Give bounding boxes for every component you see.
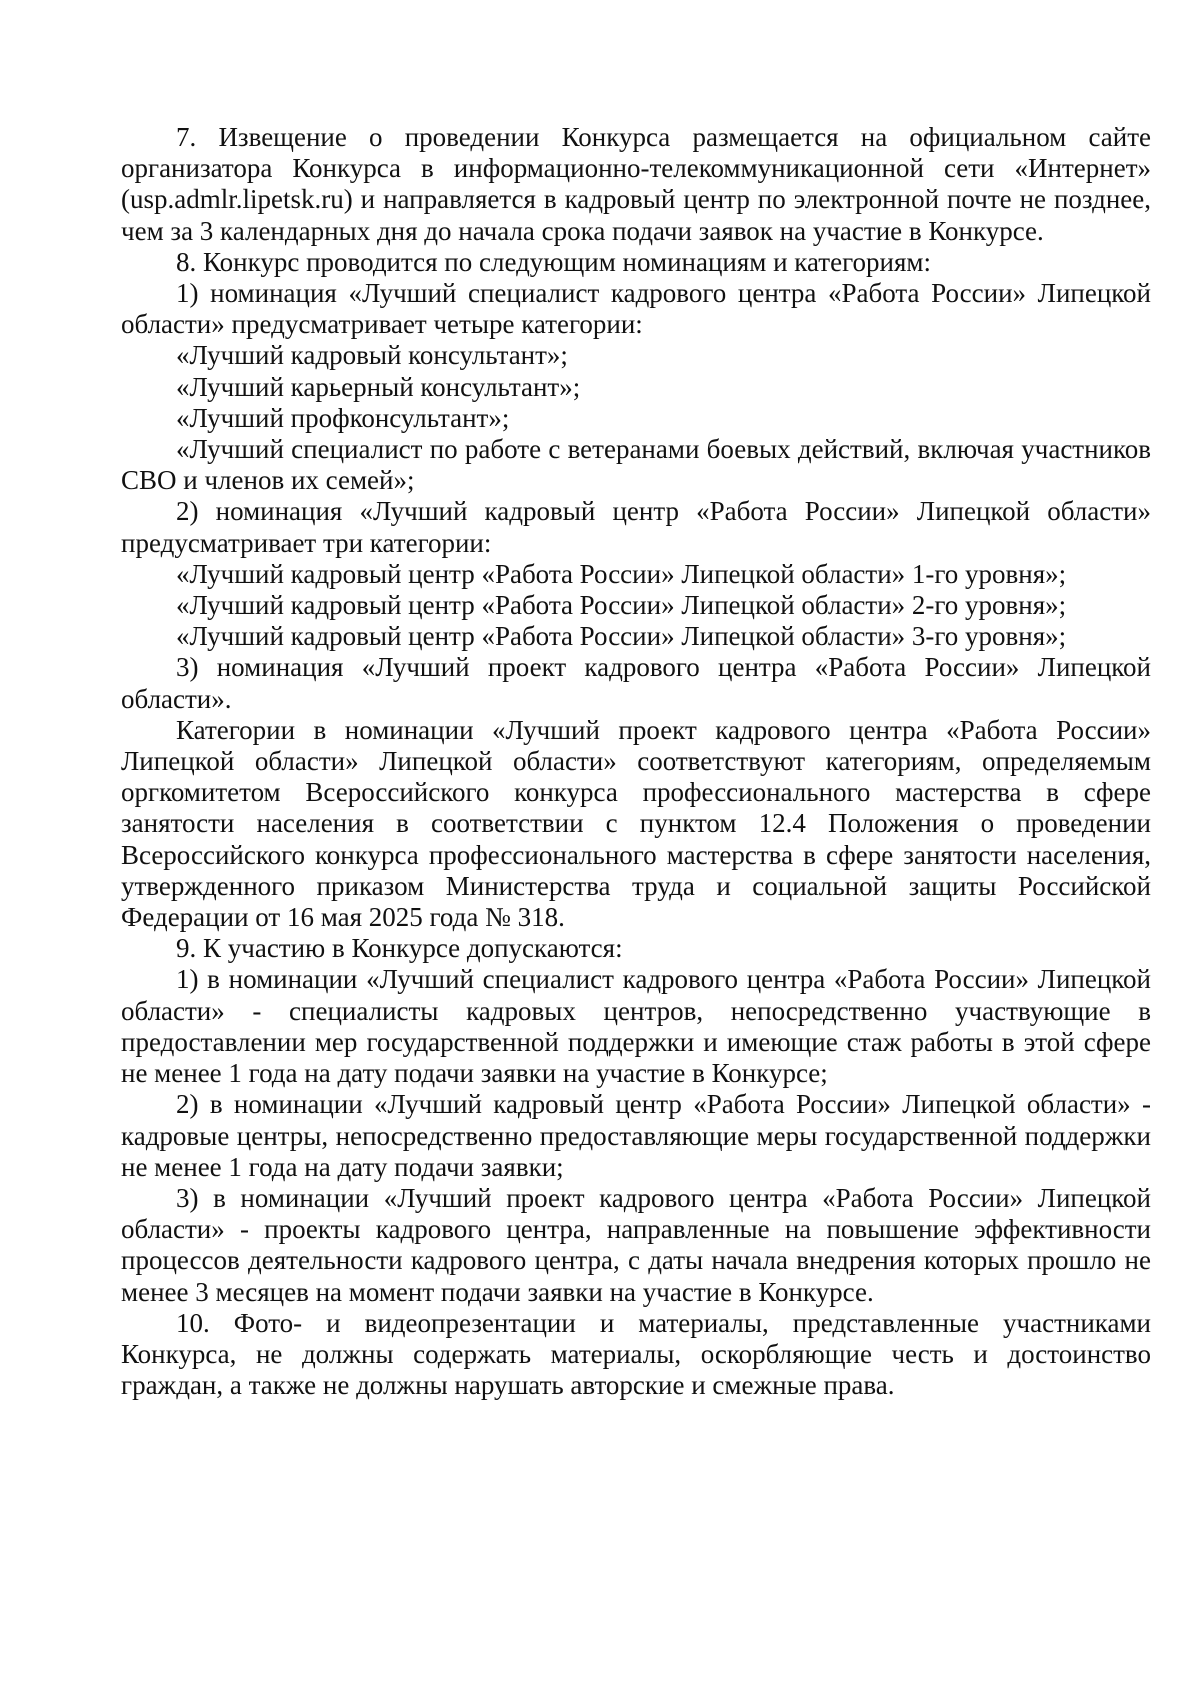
nomination-3-project: 3) номинация «Лучший проект кадрового центра «Работа России» Липецкой области». [121, 652, 1151, 714]
category-hr-consultant: «Лучший кадровый консультант»; [176, 340, 568, 371]
nomination-1-specialist: 1) номинация «Лучший специалист кадрового центра «Работа России» Липецкой области» предусматривает четыре категории: [121, 278, 1151, 340]
project-categories-paragraph: Категории в номинации «Лучший проект кадрового центра «Работа России» Липецкой области» Липецкой области» соответствуют категориям, определяемым оргкомитетом Всероссийского конкурса профессионального мастерства в сфере занятости населения в соответствии с пунктом 12.4 Положения о проведении Всероссийского конкурса профессионального мастерства в сфере занятости населения, утвержденного приказом Министерства труда и социальной защиты Российской Федерации от 16 мая 2025 года № 318. [121, 714, 1151, 933]
category-center-level-2: «Лучший кадровый центр «Работа России» Липецкой области» 2-го уровня»; [176, 590, 1067, 621]
category-veterans-specialist: «Лучший специалист по работе с ветеранами боевых действий, включая участников СВО и членов их семей»; [121, 434, 1151, 496]
paragraph-8-heading: 8. Конкурс проводится по следующим номинациям и категориям: [176, 246, 931, 277]
category-career-consultant: «Лучший карьерный консультант»; [176, 371, 581, 402]
document-body [121, 122, 1151, 1401]
admission-centers: 2) в номинации «Лучший кадровый центр «Работа России» Липецкой области» - кадровые центры, непосредственно предоставляющие меры государственной поддержки не менее 1 года на дату подачи заявки; [121, 1089, 1151, 1182]
category-center-level-3: «Лучший кадровый центр «Работа России» Липецкой области» 3-го уровня»; [176, 621, 1067, 652]
nomination-2-center: 2) номинация «Лучший кадровый центр «Работа России» Липецкой области» предусматривает три категории: [121, 496, 1151, 558]
admission-projects: 3) в номинации «Лучший проект кадрового центра «Работа России» Липецкой области» - проекты кадрового центра, направленные на повышение эффективности процессов деятельности кадрового центра, с даты начала внедрения которых прошло не менее 3 месяцев на момент подачи заявки на участие в Конкурсе. [121, 1182, 1151, 1307]
category-vocational-consultant: «Лучший профконсультант»; [176, 402, 510, 433]
paragraph-10-materials: 10. Фото- и видеопрезентации и материалы, представленные участниками Конкурса, не должны содержать материалы, оскорбляющие честь и достоинство граждан, а также не должны нарушать авторские и смежные права. [121, 1307, 1151, 1401]
admission-specialists: 1) в номинации «Лучший специалист кадрового центра «Работа России» Липецкой области» - специалисты кадровых центров, непосредственно участвующие в предоставлении мер государственной поддержки и имеющие стаж работы в этой сфере не менее 1 года на дату подачи заявки на участие в Конкурсе; [121, 964, 1151, 1089]
paragraph-7-notice: 7. Извещение о проведении Конкурса размещается на официальном сайте организатора Конкурса в информационно-телекоммуникационной сети «Интернет» (usp.admlr.lipetsk.ru) и направляется в кадровый центр по электронной почте не позднее, чем за 3 календарных дня до начала срока подачи заявок на участие в Конкурсе. [121, 122, 1151, 246]
paragraph-9-heading: 9. К участию в Конкурсе допускаются: [176, 933, 623, 964]
category-center-level-1: «Лучший кадровый центр «Работа России» Липецкой области» 1-го уровня»; [176, 558, 1067, 589]
